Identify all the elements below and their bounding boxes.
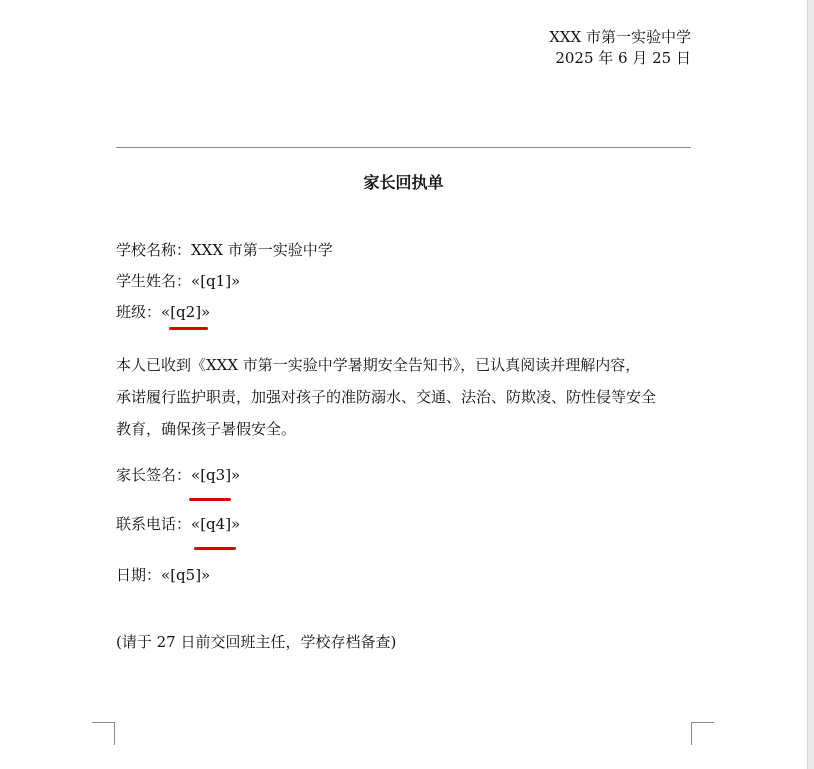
phone-line <box>116 514 240 534</box>
phone-field-value[interactable]: «[q4]» <box>191 515 241 533</box>
page-corner-mark-left <box>92 722 115 745</box>
document-title: 家长回执单 <box>363 173 444 192</box>
phone-field[interactable] <box>191 514 240 534</box>
acknowledgement-paragraph <box>116 349 691 445</box>
paragraph-line: 本人已收到《XXX 市第一实验中学暑期安全告知书》，已认真阅读并理解内容， <box>116 356 641 374</box>
date-field[interactable]: «[q5]» <box>161 566 211 584</box>
phone-label: 联系电话： <box>116 515 192 533</box>
date-line <box>116 565 210 585</box>
paragraph-line: 承诺履行监护职责，加强对孩子的准防溺水、交通、法治、防欺凌、防性侵等安全 <box>116 388 657 406</box>
footer-note: (请于 27 日前交回班主任，学校存档备查) <box>116 633 397 651</box>
class-field[interactable] <box>161 302 210 322</box>
parent-signature-label: 家长签名： <box>116 466 192 484</box>
class-field-highlight-underline <box>169 327 208 330</box>
parent-signature-field[interactable] <box>191 465 240 485</box>
page-corner-mark-right <box>691 722 714 745</box>
header-school-name: XXX 市第一实验中学 <box>549 28 691 46</box>
class-line <box>116 302 210 322</box>
document-page-edge <box>807 0 814 769</box>
school-name-line: 学校名称：XXX 市第一实验中学 <box>116 241 333 259</box>
date-label: 日期： <box>116 566 162 584</box>
paragraph-line: 教育，确保孩子暑假安全。 <box>116 420 297 438</box>
student-name-field[interactable]: «[q1]» <box>191 272 241 290</box>
student-name-line <box>116 271 240 291</box>
parent-signature-highlight-underline <box>189 498 231 501</box>
document-header <box>549 27 691 69</box>
class-field-value[interactable]: «[q2]» <box>161 303 211 321</box>
header-divider <box>116 147 691 148</box>
phone-field-highlight-underline <box>194 547 236 550</box>
student-name-label: 学生姓名： <box>116 272 192 290</box>
header-date: 2025 年 6 月 25 日 <box>555 49 691 67</box>
parent-signature-field-value[interactable]: «[q3]» <box>191 466 241 484</box>
class-label: 班级： <box>116 303 162 321</box>
parent-signature-line <box>116 465 240 485</box>
